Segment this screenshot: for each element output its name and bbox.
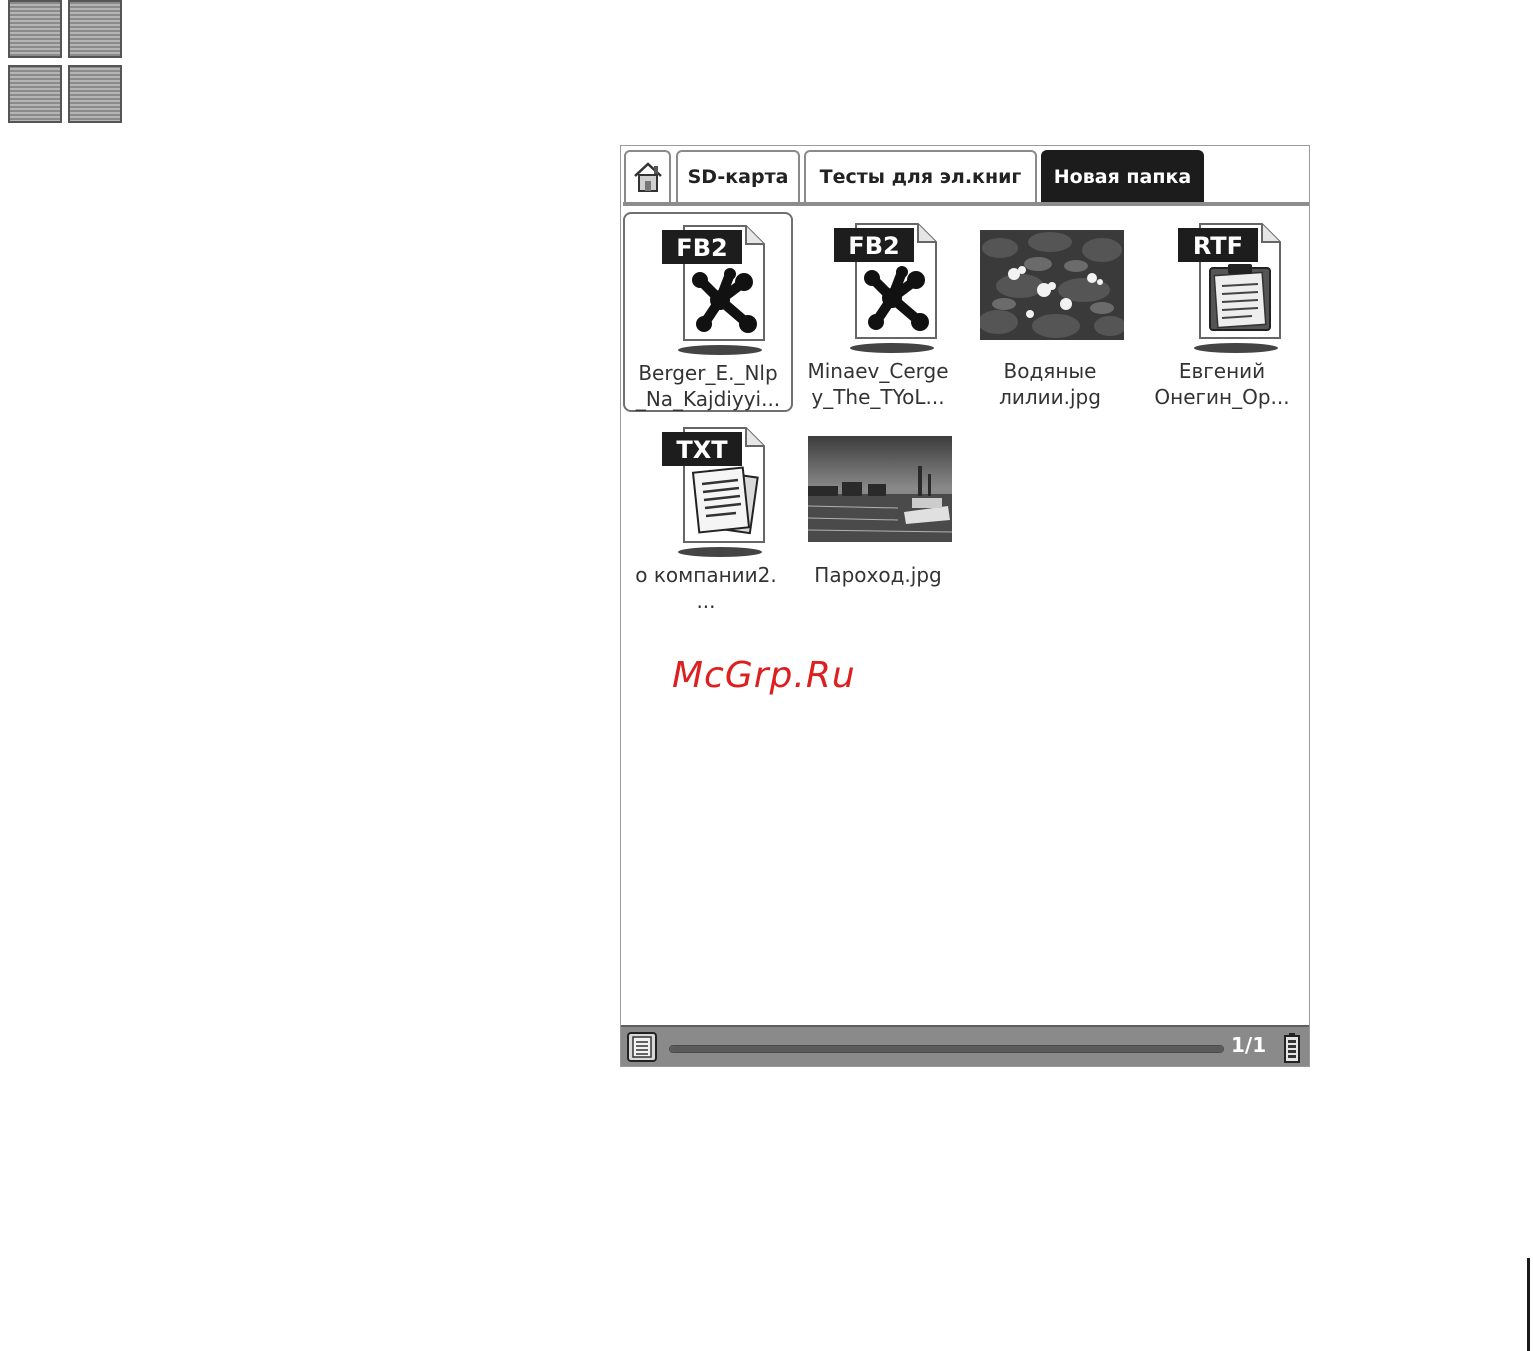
file-item-water-lilies[interactable] — [967, 212, 1137, 412]
image-thumbnail-steamboat — [808, 436, 952, 542]
svg-text:RTF: RTF — [1192, 232, 1244, 260]
file-name-line1: Евгений — [1178, 359, 1266, 383]
file-name-line1: Berger_E._Nlp — [638, 361, 778, 385]
device-screen — [620, 145, 1310, 1067]
file-name-line2: y_The_TYoL... — [811, 385, 945, 409]
file-name-line1: Minaev_Cerge — [807, 359, 949, 383]
menu-icon[interactable] — [627, 1032, 657, 1062]
image-thumbnail-water-lilies — [980, 230, 1124, 340]
tab-divider — [623, 202, 1309, 206]
file-name-line2: Онегин_Op... — [1154, 385, 1290, 409]
fb2-file-icon — [820, 216, 940, 354]
page-edge-rule — [1527, 1258, 1530, 1351]
file-name-line2: ... — [696, 589, 716, 613]
file-name-line1: Пароход.jpg — [814, 563, 942, 587]
page-progress-fill — [670, 1046, 1223, 1052]
file-name-line2: лилии.jpg — [999, 385, 1101, 409]
watermark-text: McGrp.Ru — [672, 655, 856, 696]
home-icon — [633, 161, 663, 193]
fb2-file-icon — [648, 218, 768, 356]
file-item-berger[interactable] — [623, 212, 793, 412]
battery-icon — [1283, 1032, 1301, 1064]
grid-view-icon — [8, 0, 122, 124]
rtf-file-icon — [1164, 216, 1284, 354]
svg-text:FB2: FB2 — [848, 232, 900, 260]
breadcrumb-sd-card[interactable]: SD-карта — [676, 150, 800, 202]
file-name-line2: _Na_Kajdiyyi... — [635, 387, 781, 411]
svg-text:TXT: TXT — [676, 436, 728, 464]
file-name-line1: Водяные — [1003, 359, 1097, 383]
file-item-minaev[interactable] — [795, 212, 965, 412]
home-tab[interactable] — [624, 150, 671, 202]
breadcrumb-new-folder[interactable]: Новая папка — [1041, 150, 1204, 202]
txt-file-icon — [648, 420, 768, 558]
svg-text:FB2: FB2 — [676, 234, 728, 262]
breadcrumb-tests-folder[interactable]: Тесты для эл.книг — [804, 150, 1037, 202]
status-bar — [621, 1025, 1309, 1066]
breadcrumb — [621, 146, 1309, 206]
page-progress-bar — [669, 1045, 1224, 1053]
file-item-onegin[interactable] — [1139, 212, 1309, 412]
file-item-steamboat[interactable] — [795, 416, 965, 616]
file-item-company[interactable] — [623, 416, 793, 616]
file-name-line1: о компании2. — [635, 563, 777, 587]
page-indicator: 1/1 — [1231, 1033, 1267, 1057]
